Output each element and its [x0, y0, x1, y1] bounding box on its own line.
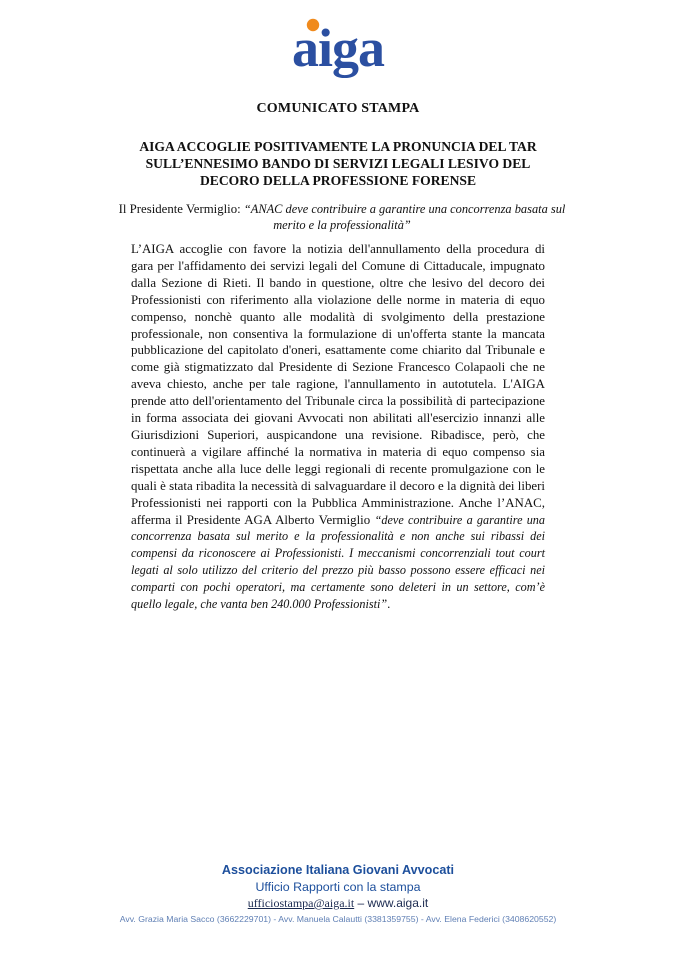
body-paragraph [131, 241, 545, 613]
aiga-logo-mark [273, 14, 403, 84]
headline-line: DECORO DELLA PROFESSIONE FORENSE [199, 173, 477, 188]
footer-contacts: Avv. Grazia Maria Sacco (3662229701) - Avv. Manuela Calautti (3381359755) - Avv. Elena Federici (3408620552) [119, 914, 557, 924]
headline-line: SULL’ENNESIMO BANDO DI SERVIZI LEGALI LESIVO DEL [145, 156, 531, 171]
subtitle [112, 201, 572, 233]
body-main: L’AIGA accoglie con favore la notizia dell'annullamento della procedura di gara per l'affidamento dei servizi legali del Comune di Cittaducale, impugnato dalla Sezione di Rieti. Il bando in questione, oltre che lesivo del decoro dei Professionisti con riferimento alla violazione delle norme in materia di equo compenso, nonchè quanto alle modalità di svolgimento della prestazione professionale, non consentiva la formulazione di un'offerta stante la mancata pubblicazione del capitolato d'oneri, esattamente come chiarito dal Tribunale e come già stigmatizzato dal Presidente di Sezione Francesco Colapaoli che ne aveva chiesto, anche per tale ragione, l'annullamento in autotutela. L'AIGA prende atto dell'orientamento del Tribunale circa la possibilità di partecipazione in forma associata dei giovani Avvocati non abilitati all'esercizio innanzi alle Giurisdizioni Superiori, auspicandone una revisione. Ribadisce, però, che continuerà a vigilare affinché la normativa in materia di equo compenso sia rispettata anche alla luce delle leggi regionali di recente promulgazione con le quali è stata ribadita la necessità di salvaguardare il decoro e la dignità dei liberi Professionisti nei rapporti con la Pubblica Amministrazione. Anche l’ANAC, afferma il Presidente AGA Alberto Vermiglio [131, 242, 545, 527]
footer-office: Ufficio Rapporti con la stampa [255, 880, 421, 894]
body-text [131, 241, 545, 613]
footer-contact [0, 895, 676, 912]
footer-org: Associazione Italiana Giovani Avvocati [221, 863, 455, 877]
body-quote: “deve contribuire a garantire una concorrenza basata sul merito e la professionalità e non anche sui ribassi dei compensi da riconoscere ai Professionisti. I meccanismi concorrenziali tout court legati al solo utilizzo del criterio del prezzo più basso possono essere efficaci nei comparti con pochi operatori, ma certamente sono deleteri in un settore, com’è quello legale, che vanta ben 240.000 Professionisti” [131, 512, 545, 612]
headline-line: AIGA ACCOGLIE POSITIVAMENTE LA PRONUNCIA DEL TAR [139, 139, 537, 154]
footer-email-link[interactable]: ufficiostampa@aiga.it [247, 896, 355, 910]
aiga-logo [0, 14, 676, 84]
footer-separator: – [354, 896, 368, 910]
document-label: COMUNICATO STAMPA [256, 101, 420, 116]
body-end: . [387, 597, 391, 612]
headline [100, 138, 576, 189]
footer-website-link[interactable]: www.aiga.it [367, 896, 429, 910]
logo-wordmark: aiga [291, 18, 385, 78]
footer [0, 862, 676, 927]
subtitle-quote: “ANAC deve contribuire a garantire una concorrenza basata sul merito e la professionalità” [243, 202, 566, 232]
subtitle-lead: Il Presidente Vermiglio: [118, 202, 244, 216]
